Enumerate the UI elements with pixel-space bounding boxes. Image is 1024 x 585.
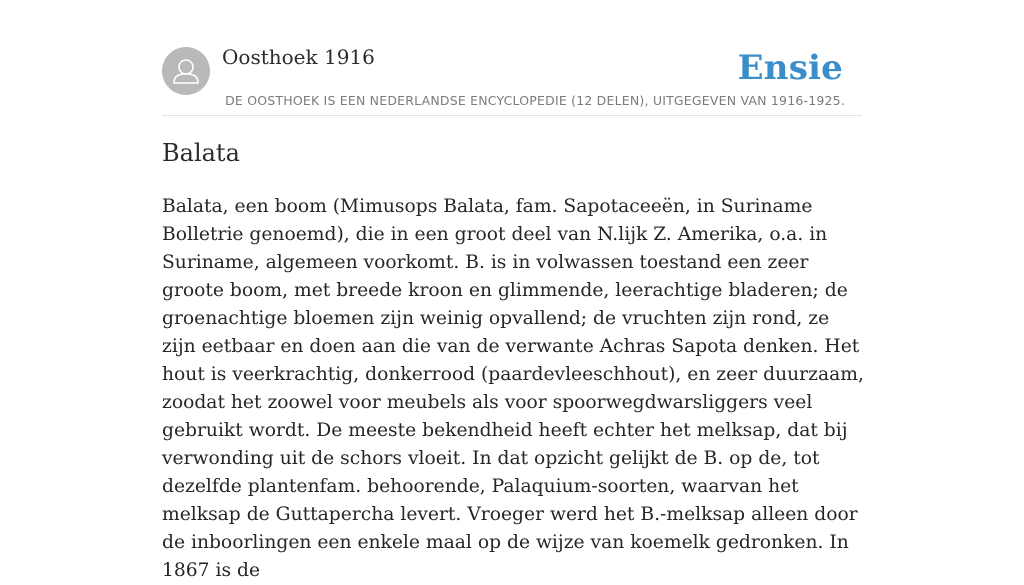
header-divider (162, 115, 862, 116)
source-title[interactable]: Oosthoek 1916 (222, 45, 375, 69)
person-icon (162, 47, 210, 95)
source-description: DE OOSTHOEK IS EEN NEDERLANDSE ENCYCLOPEDIE (12 DELEN), UITGEGEVEN VAN 1916-1925. (225, 93, 845, 108)
entry-body: Balata, een boom (Mimusops Balata, fam. Sapotaceeën, in Suriname Bolletrie genoemd), die in een groot deel van N.lijk Z. Amerika, o.a. in Suriname, algemeen voorkomt. B. is in volwassen toestand een zeer groote boom, met breede kroon en glimmende, leerachtige bladeren; de groenachtige bloemen zijn weinig opvallend; de vruchten zijn rond, ze zijn eetbaar en doen aan die van de verwante Achras Sapota denken. Het hout is veerkrachtig, donkerrood (paardevleeschhout), en zeer duurzaam, zoodat het zoowel voor meubels als voor spoorwegdwarsliggers veel gebruikt wordt. De meeste bekendheid heeft echter het melksap, dat bij verwonding uit de schors vloeit. In dat opzicht gelijkt de B. op de, tot dezelfde plantenfam. behoorende, Palaquium-soorten, waarvan het melksap de Guttapercha levert. Vroeger werd het B.-melksap alleen door de inboorlingen een enkele maal op de wijze van koemelk gedronken. In 1867 is de (162, 196, 864, 581)
entry-title: Balata (162, 139, 240, 167)
brand-logo[interactable]: Ensie (737, 48, 843, 88)
user-avatar-icon[interactable] (162, 47, 210, 95)
